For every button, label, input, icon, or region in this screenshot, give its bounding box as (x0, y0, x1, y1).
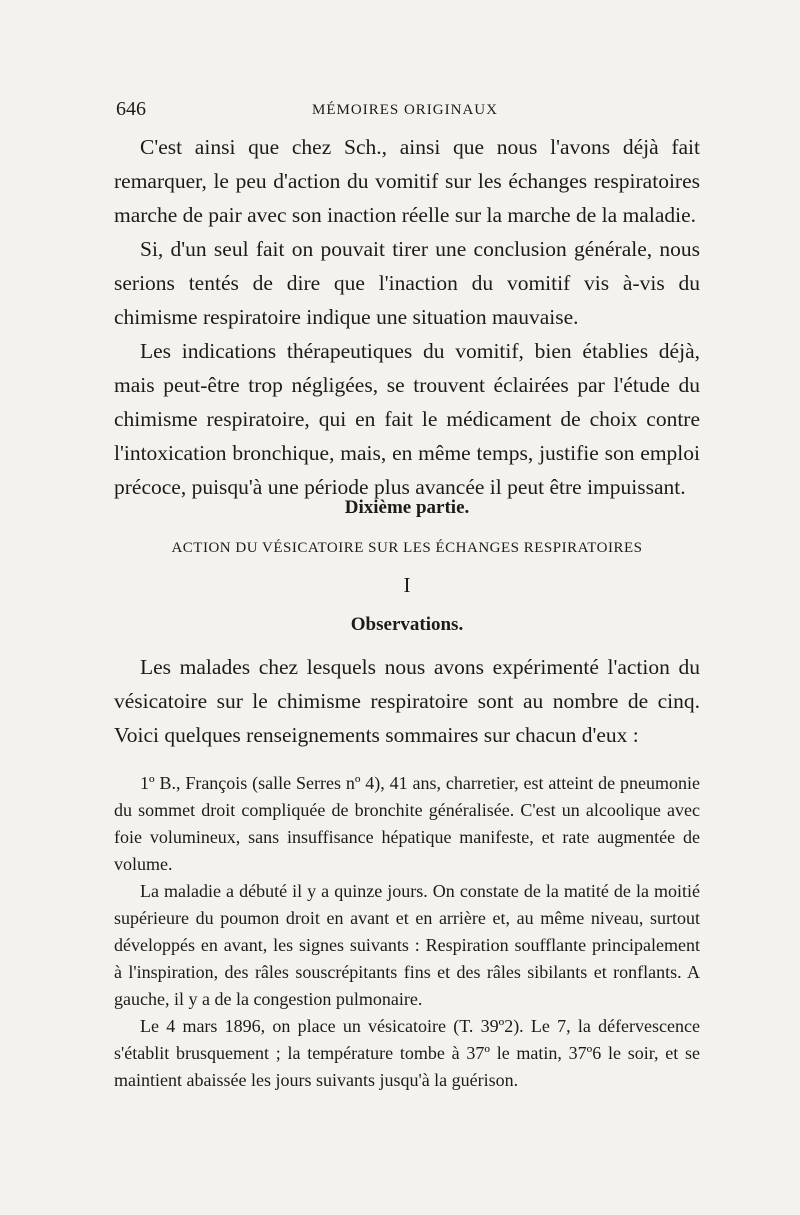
observation-section (114, 770, 700, 1094)
paragraph: Le 4 mars 1896, on place un vésicatoire (T. 39º2). Le 7, la défervescence s'établit brusquement ; la température tombe à 37º le matin, 37º6 le soir, et se maintient abaissée les jours suivants jusqu'à la guérison. (114, 1016, 700, 1090)
section-numeral: I (403, 573, 411, 597)
paragraph: C'est ainsi que chez Sch., ainsi que nous l'avons déjà fait remarquer, le peu d'action du vomitif sur les échanges respiratoires marche de pair avec son inaction réelle sur la marche de la maladie. (114, 135, 700, 227)
observations-heading: Observations. (350, 614, 464, 635)
running-title: MÉMOIRES ORIGINAUX (312, 102, 498, 118)
section-subtitle: ACTION DU VÉSICATOIRE SUR LES ÉCHANGES RESPIRATOIRES (171, 540, 643, 556)
section-intro (114, 650, 700, 752)
page-header (112, 98, 698, 124)
page-number: 646 (116, 98, 146, 120)
paragraph: La maladie a débuté il y a quinze jours. On constate de la matité de la moitié supérieure du poumon droit en avant et en arrière et, au même niveau, surtout développés en avant, les signes suivants : Respiration soufflante principalement à l'inspiration, des râles souscrépitants fins et des râles sibilants et ronflants. A gauche, il y a de la congestion pulmonaire. (114, 881, 700, 1009)
paragraph: 1º B., François (salle Serres nº 4), 41 ans, charretier, est atteint de pneumonie du sommet droit compliquée de bronchite généralisée. C'est un alcoolique avec foie volumineux, sans insuffisance hépatique manifeste, et rate augmentée de volume. (114, 773, 700, 874)
intro-section (114, 130, 700, 504)
paragraph: Les malades chez lesquels nous avons expérimenté l'action du vésicatoire sur le chimisme respiratoire sont au nombre de cinq. Voici quelques renseignements sommaires sur chacun d'eux : (114, 655, 700, 747)
paragraph: Si, d'un seul fait on pouvait tirer une conclusion générale, nous serions tentés de dire que l'inaction du vomitif vis à-vis du chimisme respiratoire indique une situation mauvaise. (114, 237, 700, 329)
part-title: Dixième partie. (344, 497, 470, 518)
paragraph: Les indications thérapeutiques du vomitif, bien établies déjà, mais peut-être trop négligées, se trouvent éclairées par l'étude du chimisme respiratoire, qui en fait le médicament de choix contre l'intoxication bronchique, mais, en même temps, justifie son emploi précoce, puisqu'à une période plus avancée il peut être impuissant. (114, 339, 700, 499)
